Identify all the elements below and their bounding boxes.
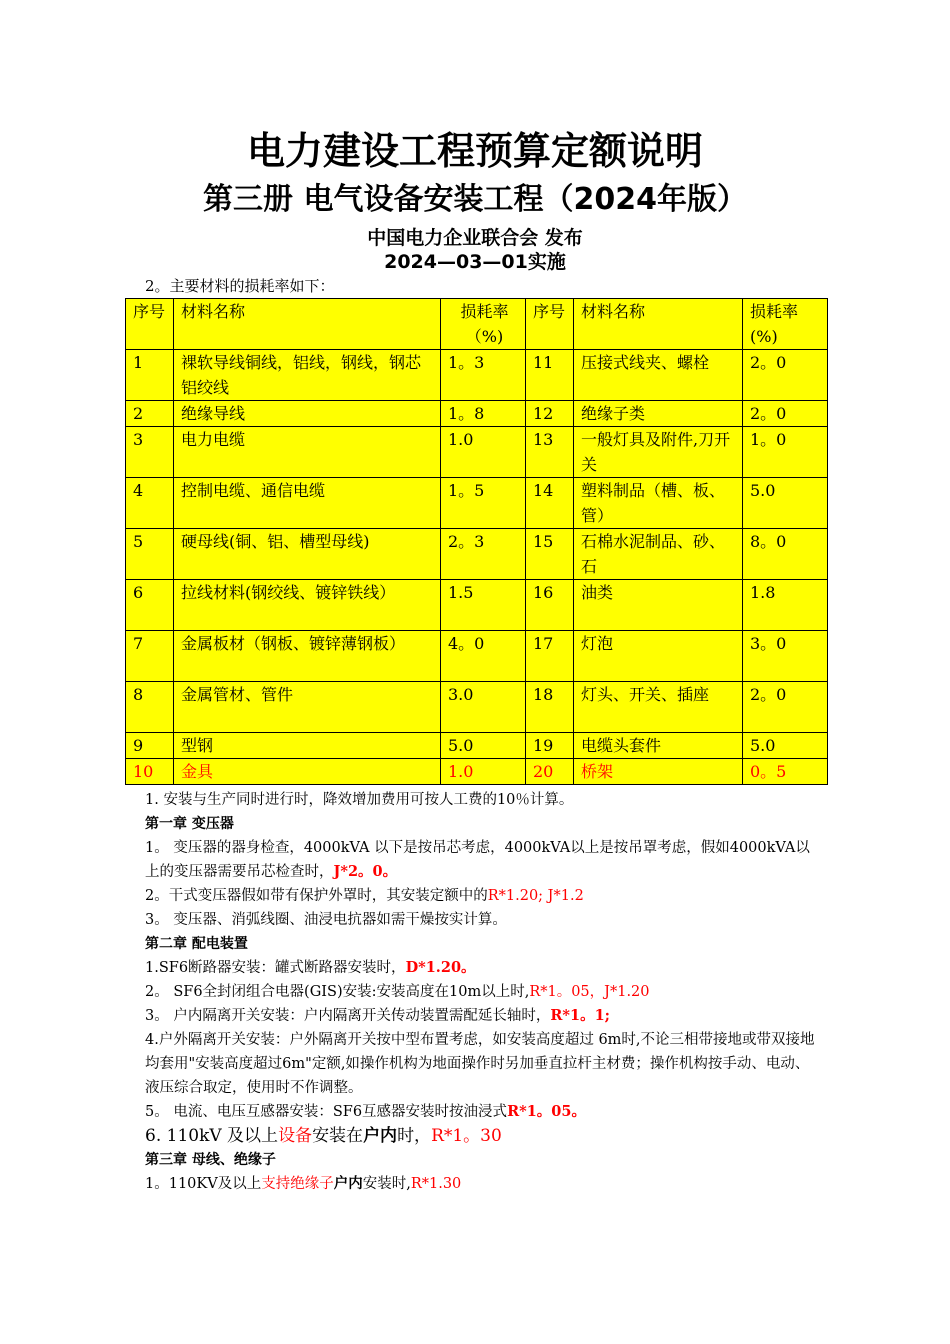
cell-seq: 7: [126, 631, 174, 682]
ch1-note-1-factor: J*2。0。: [333, 863, 398, 880]
table-row: [126, 427, 828, 478]
table-row: [126, 529, 828, 580]
ch2-note-6-indoor: 户内: [363, 1126, 398, 1146]
cell-loss: 1。3: [441, 350, 526, 401]
cell-loss: 5.0: [743, 478, 828, 529]
header-loss-left: 损耗率（%): [441, 299, 526, 350]
document-title: 电力建设工程预算定额说明: [246, 129, 703, 173]
cell-seq: 18: [526, 682, 574, 733]
cell-loss: 8。0: [743, 529, 828, 580]
header-material-left: 材料名称: [174, 299, 441, 350]
cell-loss: 5.0: [441, 733, 526, 759]
cell-seq: 8: [126, 682, 174, 733]
cell-seq: 10: [126, 759, 174, 785]
cell-material: 石棉水泥制品、砂、石: [574, 529, 743, 580]
ch1-note-3: 3。 变压器、消弧线圈、油浸电抗器如需干燥按实计算。: [145, 912, 507, 928]
ch2-note-1-text: 1.SF6断路器安装：罐式断路器安装时，: [145, 960, 406, 976]
ch2-note-6-a: 6. 110kV 及以上: [145, 1126, 279, 1146]
cell-seq: 14: [526, 478, 574, 529]
ch2-note-1-factor: D*1.20。: [405, 959, 476, 976]
cell-seq: 4: [126, 478, 174, 529]
ch1-note-2: [145, 884, 815, 908]
ch2-note-2-factor: R*1。05，J*1.20: [529, 984, 650, 1000]
cell-seq: 2: [126, 401, 174, 427]
cell-loss: 4。0: [441, 631, 526, 682]
ch2-note-2: [145, 980, 815, 1004]
cell-seq: 20: [526, 759, 574, 785]
table-row: [126, 733, 828, 759]
ch1-note-2-text: 2。干式变压器假如带有保护外罩时，其安装定额中的: [145, 888, 488, 904]
cell-loss: 1。0: [743, 427, 828, 478]
ch2-note-6-factor: R*1。30: [431, 1126, 502, 1146]
cell-loss: 2。0: [743, 401, 828, 427]
ch2-note-2-text: 2。 SF6全封闭组合电器(GIS)安装:安装高度在10m以上时,: [145, 984, 530, 1000]
cell-material: 控制电缆、通信电缆: [174, 478, 441, 529]
ch3-note-1-factor: R*1.30: [410, 1176, 462, 1192]
cell-loss: 1。5: [441, 478, 526, 529]
ch2-note-6: [145, 1124, 815, 1148]
ch2-note-5: [145, 1100, 815, 1124]
note-efficiency: 1. 安装与生产同时进行时，降效增加费用可按人工费的10％计算。: [145, 792, 574, 808]
ch2-note-5-factor: R*1。05。: [507, 1103, 586, 1120]
table-row: [126, 350, 828, 401]
loss-rate-table: [125, 298, 828, 785]
header-material-right: 材料名称: [574, 299, 743, 350]
table-row: [126, 478, 828, 529]
header-seq-right: 序号: [526, 299, 574, 350]
cell-material: 绝缘子类: [574, 401, 743, 427]
cell-seq: 15: [526, 529, 574, 580]
ch3-note-1: [145, 1172, 815, 1196]
cell-material: 油类: [574, 580, 743, 631]
cell-loss: 2。3: [441, 529, 526, 580]
header-loss-right: 损耗率(%): [743, 299, 828, 350]
ch1-note-2-factor: R*1.20; J*1.2: [487, 888, 584, 904]
cell-seq: 3: [126, 427, 174, 478]
cell-loss: 1.8: [743, 580, 828, 631]
effective-date: 2024—03—01实施: [384, 251, 566, 273]
cell-seq: 12: [526, 401, 574, 427]
cell-material: 金属管材、管件: [174, 682, 441, 733]
cell-material: 压接式线夹、螺栓: [574, 350, 743, 401]
cell-loss: 3。0: [743, 631, 828, 682]
ch2-note-6-equipment: 设备: [278, 1126, 313, 1146]
ch2-note-1: [145, 956, 815, 980]
ch2-note-6-c: 安装在: [312, 1126, 364, 1146]
table-intro: 2。主要材料的损耗率如下：: [145, 277, 335, 295]
cell-seq: 17: [526, 631, 574, 682]
ch1-note-1-text: 1。 变压器的器身检查，4000kVA 以下是按吊芯考虑，4000kVA以上是按吊罩考虑，假如4000kVA以上的变压器需要吊芯检查时，: [145, 840, 810, 880]
cell-material: 电力电缆: [174, 427, 441, 478]
chapter-2-heading: 第二章 配电装置: [145, 936, 248, 952]
cell-material: 金属板材（钢板、镀锌薄钢板）: [174, 631, 441, 682]
ch2-note-3-text: 3。 户内隔离开关安装：户内隔离开关传动装置需配延长轴时，: [145, 1008, 551, 1024]
cell-loss: 2。0: [743, 350, 828, 401]
cell-material: 金具: [174, 759, 441, 785]
table-row: [126, 580, 828, 631]
ch2-note-3: [145, 1004, 815, 1028]
ch2-note-6-e: 时，: [397, 1126, 432, 1146]
cell-material: 硬母线(铜、铝、槽型母线): [174, 529, 441, 580]
ch2-note-3-factor: R*1。1;: [550, 1007, 611, 1024]
chapter-1-heading: 第一章 变压器: [145, 816, 234, 832]
cell-seq: 16: [526, 580, 574, 631]
cell-seq: 19: [526, 733, 574, 759]
table-row-highlighted: [126, 759, 828, 785]
document-subtitle: 第三册 电气设备安装工程（2024年版）: [203, 182, 747, 217]
cell-material: 裸软导线铜线，铝线，钢线，钢芯铝绞线: [174, 350, 441, 401]
cell-loss: 3.0: [441, 682, 526, 733]
ch1-note-1: [145, 836, 815, 884]
cell-material: 灯泡: [574, 631, 743, 682]
ch3-note-1-a: 1。110KV及以上: [145, 1176, 262, 1192]
cell-seq: 11: [526, 350, 574, 401]
cell-material: 电缆头套件: [574, 733, 743, 759]
table-header-row: [126, 299, 828, 350]
cell-loss: 5.0: [743, 733, 828, 759]
cell-seq: 5: [126, 529, 174, 580]
table-row: [126, 401, 828, 427]
notes-section: [145, 788, 815, 1196]
cell-material: 塑料制品（槽、板、管）: [574, 478, 743, 529]
ch3-note-1-indoor: 户内: [333, 1175, 363, 1192]
cell-material: 拉线材料(钢绞线、镀锌铁线）: [174, 580, 441, 631]
cell-seq: 1: [126, 350, 174, 401]
cell-material: 灯头、开关、插座: [574, 682, 743, 733]
cell-seq: 9: [126, 733, 174, 759]
cell-material: 桥架: [574, 759, 743, 785]
cell-loss: 1。8: [441, 401, 526, 427]
publisher: 中国电力企业联合会 发布: [367, 227, 583, 249]
chapter-3-heading: 第三章 母线、绝缘子: [145, 1152, 276, 1168]
cell-loss: 1.0: [441, 427, 526, 478]
cell-loss: 1.0: [441, 759, 526, 785]
table-row: [126, 631, 828, 682]
table-row: [126, 682, 828, 733]
ch3-note-1-d: 安装时,: [362, 1176, 411, 1192]
cell-seq: 13: [526, 427, 574, 478]
cell-loss: 2。0: [743, 682, 828, 733]
ch3-note-1-insulator: 支持绝缘子: [261, 1176, 334, 1192]
cell-loss: 1.5: [441, 580, 526, 631]
ch2-note-4: 4.户外隔离开关安装：户外隔离开关按中型布置考虑，如安装高度超过 6m时,不论三相带接地或带双接地均套用"安装高度超过6m"定额,如操作机构为地面操作时另加垂直拉杆主材费；操作机构按手动、电动、液压综合取定，使用时不作调整。: [145, 1032, 815, 1096]
header-seq-left: 序号: [126, 299, 174, 350]
ch2-note-5-text: 5。 电流、电压互感器安装：SF6互感器安装时按油浸式: [145, 1104, 508, 1120]
cell-material: 型钢: [174, 733, 441, 759]
cell-seq: 6: [126, 580, 174, 631]
cell-material: 绝缘导线: [174, 401, 441, 427]
cell-loss: 0。5: [743, 759, 828, 785]
cell-material: 一般灯具及附件,刀开关: [574, 427, 743, 478]
